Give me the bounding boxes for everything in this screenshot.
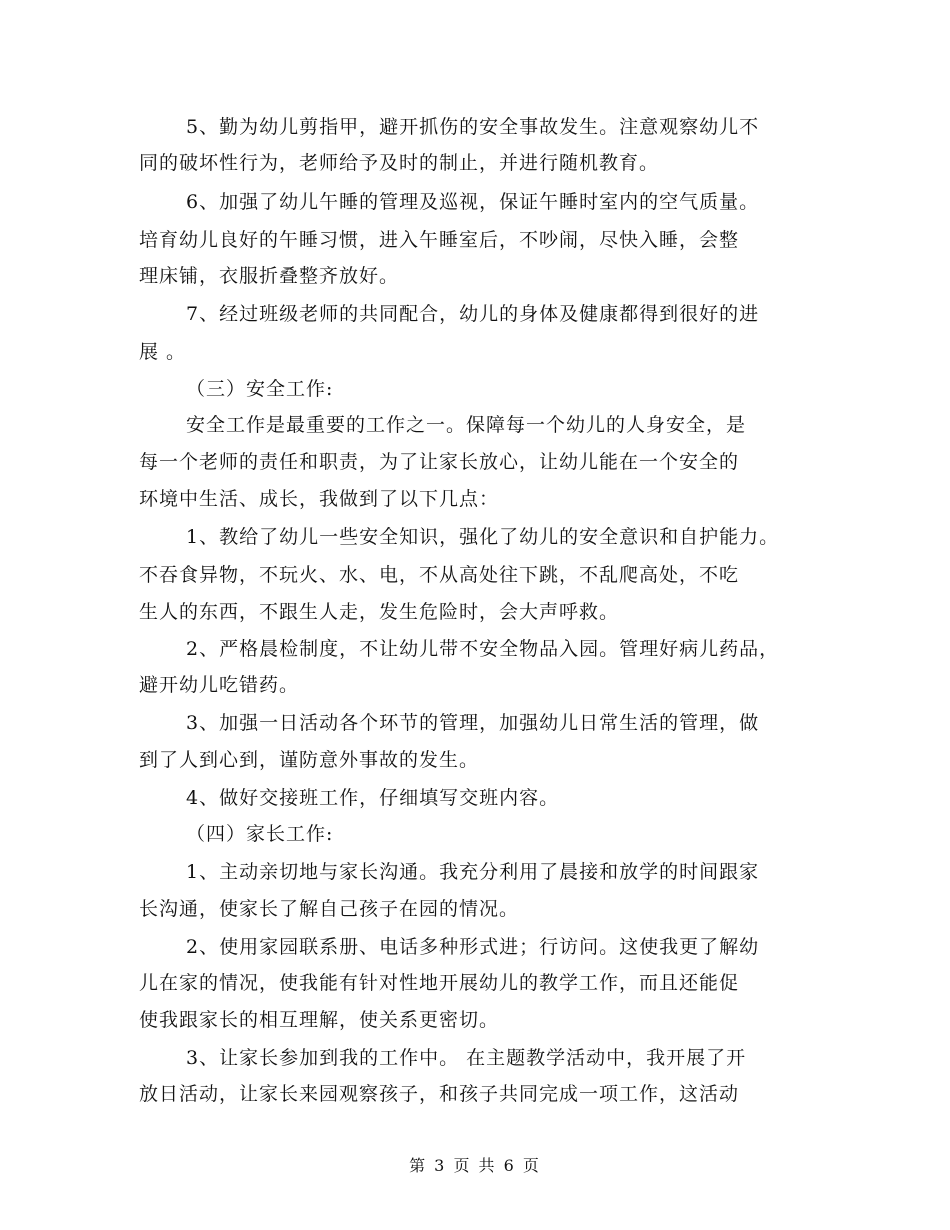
paragraph-line: 安全工作是最重要的工作之一。保障每一个幼儿的人身安全，是	[186, 414, 747, 436]
paragraph-line: 长沟通，使家长了解自己孩子在园的情况。	[139, 898, 520, 920]
paragraph-line: 到了人到心到，谨防意外事故的发生。	[139, 749, 480, 771]
paragraph-line: 7、经过班级老师的共同配合，幼儿的身体及健康都得到很好的进	[186, 303, 760, 325]
paragraph-line: 每一个老师的责任和职责，为了让家长放心，让幼儿能在一个安全的	[139, 451, 740, 473]
paragraph-line: 放日活动，让家长来园观察孩子，和孩子共同完成一项工作，这活动	[139, 1083, 740, 1105]
paragraph-line: 1、主动亲切地与家长沟通。我充分利用了晨接和放学的时间跟家	[186, 861, 760, 883]
paragraph-line: 展 。	[139, 341, 187, 363]
section-heading: （四）家长工作:	[186, 823, 334, 845]
page-footer: 第 3 页 共 6 页	[409, 1156, 541, 1175]
paragraph-line: 不吞食异物，不玩火、水、电，不从高处往下跳，不乱爬高处，不吃	[139, 564, 740, 586]
paragraph-line: 避开幼儿吃错药。	[139, 674, 300, 696]
paragraph-line: 2、严格晨检制度，不让幼儿带不安全物品入园。管理好病儿药品，	[186, 638, 780, 660]
paragraph-line: 使我跟家长的相互理解，使关系更密切。	[139, 1009, 500, 1031]
paragraph-line: 1、教给了幼儿一些安全知识，强化了幼儿的安全意识和自护能力。	[186, 526, 780, 548]
paragraph-line: 2、使用家园联系册、电话多种形式进；行访问。这使我更了解幼	[186, 936, 760, 958]
paragraph-line: 5、勤为幼儿剪指甲，避开抓伤的安全事故发生。注意观察幼儿不	[186, 116, 760, 138]
paragraph-line: 3、让家长参加到我的工作中。 在主题教学活动中，我开展了开	[186, 1047, 747, 1069]
paragraph-line: 生人的东西，不跟生人走，发生危险时，会大声呼救。	[139, 601, 620, 623]
paragraph-line: 儿在家的情况，使我能有针对性地开展幼儿的教学工作，而且还能促	[139, 972, 740, 994]
paragraph-line: 同的破坏性行为，老师给予及时的制止，并进行随机教育。	[139, 152, 660, 174]
paragraph-line: 3、加强一日活动各个环节的管理，加强幼儿日常生活的管理，做	[186, 712, 760, 734]
paragraph-line: 培育幼儿良好的午睡习惯，进入午睡室后，不吵闹，尽快入睡，会整	[139, 229, 740, 251]
paragraph-line: 4、做好交接班工作，仔细填写交班内容。	[186, 787, 560, 809]
paragraph-line: 环境中生活、成长，我做到了以下几点：	[139, 488, 500, 510]
paragraph-line: 理床铺，衣服折叠整齐放好。	[139, 265, 400, 287]
paragraph-line: 6、加强了幼儿午睡的管理及巡视，保证午睡时室内的空气质量。	[186, 191, 760, 213]
section-heading: （三）安全工作:	[186, 378, 334, 400]
